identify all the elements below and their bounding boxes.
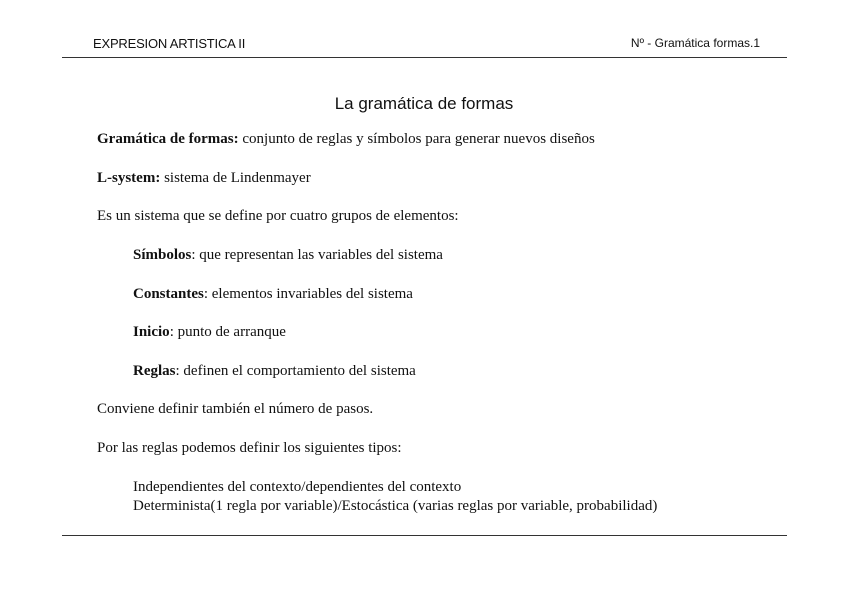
element-text: : punto de arranque	[169, 324, 286, 340]
definition-l-system	[97, 170, 311, 187]
header-page-label: Nº - Gramática formas.1	[630, 36, 760, 50]
definition-text: conjunto de reglas y símbolos para generar nuevos diseños	[238, 131, 595, 147]
definition-shape-grammar	[97, 131, 595, 148]
element-constants	[133, 286, 413, 303]
type-item-context: Independientes del contexto/dependientes del contexto	[133, 479, 462, 495]
page-title: La gramática de formas	[334, 94, 514, 113]
element-text: : elementos invariables del sistema	[203, 286, 413, 302]
header-divider	[62, 57, 787, 58]
element-term: Símbolos	[133, 247, 192, 263]
element-term: Inicio	[133, 324, 170, 340]
header-course: EXPRESION ARTISTICA II	[93, 36, 246, 51]
definition-text: sistema de Lindenmayer	[160, 170, 311, 186]
element-term: Reglas	[133, 363, 176, 379]
element-term: Constantes	[133, 286, 204, 302]
element-text: : definen el comportamiento del sistema	[175, 363, 416, 379]
definition-term: Gramática de formas:	[97, 131, 239, 147]
element-text: : que representan las variables del sistema	[191, 247, 443, 263]
type-item-determinism: Determinista(1 regla por variable)/Estocástica (varias reglas por variable, probabilidad)	[133, 498, 658, 514]
intro-text: Es un sistema que se define por cuatro grupos de elementos:	[97, 208, 459, 224]
steps-note: Conviene definir también el número de pasos.	[97, 401, 374, 417]
element-symbols	[133, 247, 443, 264]
element-rules	[133, 363, 416, 380]
element-start	[133, 324, 286, 341]
footer-divider	[62, 535, 787, 536]
definition-term: L-system:	[97, 170, 161, 186]
types-intro: Por las reglas podemos definir los siguientes tipos:	[97, 440, 402, 456]
